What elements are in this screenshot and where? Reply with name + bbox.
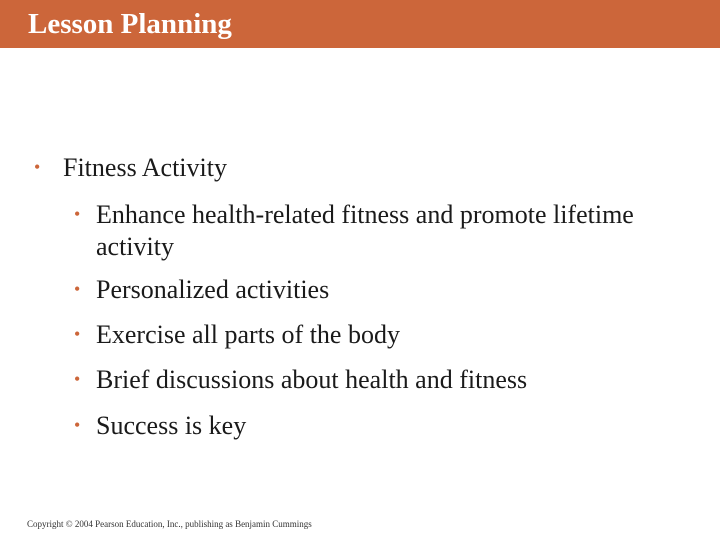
sub-bullet-item bbox=[74, 274, 329, 306]
sub-bullet-item bbox=[74, 199, 636, 263]
main-bullet-text: Fitness Activity bbox=[63, 153, 227, 182]
sub-bullet-text: Exercise all parts of the body bbox=[96, 320, 400, 349]
sub-bullet-item bbox=[74, 364, 527, 396]
bullet-icon: • bbox=[74, 204, 81, 224]
sub-bullet-text: Brief discussions about health and fitness bbox=[96, 365, 528, 394]
bullet-icon: • bbox=[74, 324, 81, 344]
bullet-icon: • bbox=[74, 279, 81, 299]
main-bullet-item bbox=[34, 152, 227, 184]
bullet-icon: • bbox=[74, 369, 81, 389]
sub-bullet-text: Success is key bbox=[96, 411, 247, 440]
title-bar bbox=[0, 0, 720, 48]
sub-bullet-item bbox=[74, 319, 400, 351]
bullet-icon: • bbox=[74, 415, 81, 435]
sub-bullet-text: Enhance health-related fitness and promote lifetime activity bbox=[96, 200, 634, 261]
copyright-footer: Copyright © 2004 Pearson Education, Inc., publishing as Benjamin Cummings bbox=[27, 519, 312, 529]
sub-bullet-item bbox=[74, 410, 246, 442]
sub-bullet-text: Personalized activities bbox=[96, 275, 330, 304]
slide-title: Lesson Planning bbox=[28, 8, 232, 40]
bullet-icon: • bbox=[34, 157, 41, 177]
